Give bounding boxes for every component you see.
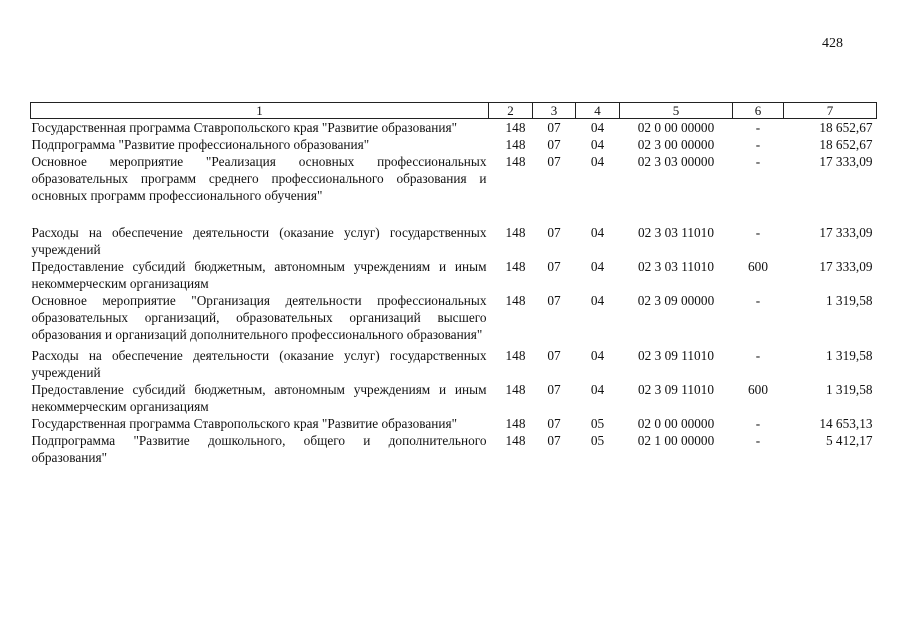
row-code-5: 02 3 03 00000: [637, 154, 715, 169]
table-row: [31, 432, 877, 466]
page-number: 428: [822, 36, 843, 51]
table-header: [31, 103, 877, 119]
row-code-3: 07: [547, 433, 561, 448]
row-code-5: 02 3 09 11010: [638, 382, 714, 397]
row-name: Государственная программа Ставропольского края "Развитие образования": [31, 416, 458, 431]
row-code-5: 02 0 00 00000: [637, 120, 715, 135]
header-row: [31, 103, 877, 119]
row-code-3: 07: [547, 293, 561, 308]
row-amount: 18 652,67: [819, 120, 873, 135]
row-code-2: 148: [505, 259, 526, 274]
row-code-4: 04: [590, 348, 605, 363]
row-code-4: 04: [590, 120, 605, 135]
row-code-3: 07: [547, 120, 561, 135]
row-code-2: 148: [505, 416, 526, 431]
row-code-4: 05: [590, 416, 605, 431]
table-row: [31, 415, 877, 432]
row-code-4: 04: [590, 259, 605, 274]
row-code-6: 600: [748, 382, 768, 397]
row-name: Предоставление субсидий бюджетным, автономным учреждениям и иным некоммерческим организациям: [31, 259, 487, 291]
header-col-7: 7: [784, 103, 877, 119]
header-col-6: 6: [733, 103, 784, 119]
row-code-6: -: [755, 416, 761, 431]
row-code-5: 02 1 00 00000: [637, 433, 715, 448]
row-code-2: 148: [505, 120, 526, 135]
header-col-2: 2: [489, 103, 533, 119]
row-code-2: 148: [505, 154, 526, 169]
row-name: Основное мероприятие "Организация деятельности профессиональных образовательных организаций, образовательных организаций высшего образования и организаций дополнительного профессионального образования": [31, 293, 487, 342]
row-code-6: 600: [748, 259, 768, 274]
row-name: Основное мероприятие "Реализация основных профессиональных образовательных программ среднего профессионального образования и основных программ профессионального обучения": [31, 154, 487, 203]
row-code-3: 07: [547, 416, 561, 431]
row-name: Расходы на обеспечение деятельности (оказание услуг) государственных учреждений: [31, 348, 487, 380]
row-code-2: 148: [505, 348, 526, 363]
row-code-2: 148: [505, 382, 526, 397]
row-code-4: 05: [590, 433, 605, 448]
row-code-2: 148: [505, 225, 526, 240]
row-code-3: 07: [547, 154, 561, 169]
header-col-3: 3: [533, 103, 576, 119]
row-code-6: -: [755, 120, 761, 135]
header-col-5: 5: [620, 103, 733, 119]
row-code-3: 07: [547, 259, 561, 274]
row-code-5: 02 3 00 00000: [637, 137, 715, 152]
row-amount: 17 333,09: [819, 225, 873, 240]
row-amount: 17 333,09: [819, 154, 873, 169]
row-amount: 17 333,09: [819, 259, 873, 274]
row-code-4: 04: [590, 293, 605, 308]
row-amount: 14 653,13: [819, 416, 873, 431]
row-code-6: -: [755, 137, 761, 152]
row-code-5: 02 0 00 00000: [637, 416, 715, 431]
table-row: [31, 136, 877, 153]
row-amount: 1 319,58: [825, 348, 873, 363]
row-code-5: 02 3 03 11010: [638, 225, 714, 240]
row-code-2: 148: [505, 293, 526, 308]
row-code-4: 04: [590, 382, 605, 397]
row-code-2: 148: [505, 433, 526, 448]
header-col-1: 1: [31, 103, 489, 119]
table-row: [31, 204, 877, 258]
table-body: [31, 119, 877, 467]
table-row: [31, 119, 877, 137]
row-code-6: -: [755, 225, 761, 240]
table-row: [31, 292, 877, 343]
row-code-3: 07: [547, 137, 561, 152]
table-row: [31, 153, 877, 204]
row-amount: 1 319,58: [825, 293, 873, 308]
row-code-2: 148: [505, 137, 526, 152]
row-amount: 18 652,67: [819, 137, 873, 152]
row-code-5: 02 3 09 11010: [638, 348, 714, 363]
row-name: Государственная программа Ставропольского края "Развитие образования": [31, 120, 458, 135]
row-amount: 1 319,58: [825, 382, 873, 397]
row-name: Предоставление субсидий бюджетным, автономным учреждениям и иным некоммерческим организациям: [31, 382, 487, 414]
row-code-6: -: [755, 154, 761, 169]
row-code-6: -: [755, 433, 761, 448]
table-row: [31, 381, 877, 415]
row-code-4: 04: [590, 154, 605, 169]
table-row: [31, 343, 877, 381]
budget-table: [30, 102, 877, 466]
table-row: [31, 258, 877, 292]
row-code-3: 07: [547, 382, 561, 397]
row-code-5: 02 3 09 00000: [637, 293, 715, 308]
row-code-6: -: [755, 293, 761, 308]
row-code-6: -: [755, 348, 761, 363]
row-code-3: 07: [547, 348, 561, 363]
row-code-4: 04: [590, 225, 605, 240]
row-code-3: 07: [547, 225, 561, 240]
header-col-4: 4: [576, 103, 620, 119]
row-name: Подпрограмма "Развитие профессионального образования": [31, 137, 370, 152]
row-code-4: 04: [590, 137, 605, 152]
row-amount: 5 412,17: [825, 433, 873, 448]
row-name: Подпрограмма "Развитие дошкольного, общего и дополнительного образования": [31, 433, 487, 465]
row-code-5: 02 3 03 11010: [638, 259, 714, 274]
row-name: Расходы на обеспечение деятельности (оказание услуг) государственных учреждений: [31, 225, 487, 257]
